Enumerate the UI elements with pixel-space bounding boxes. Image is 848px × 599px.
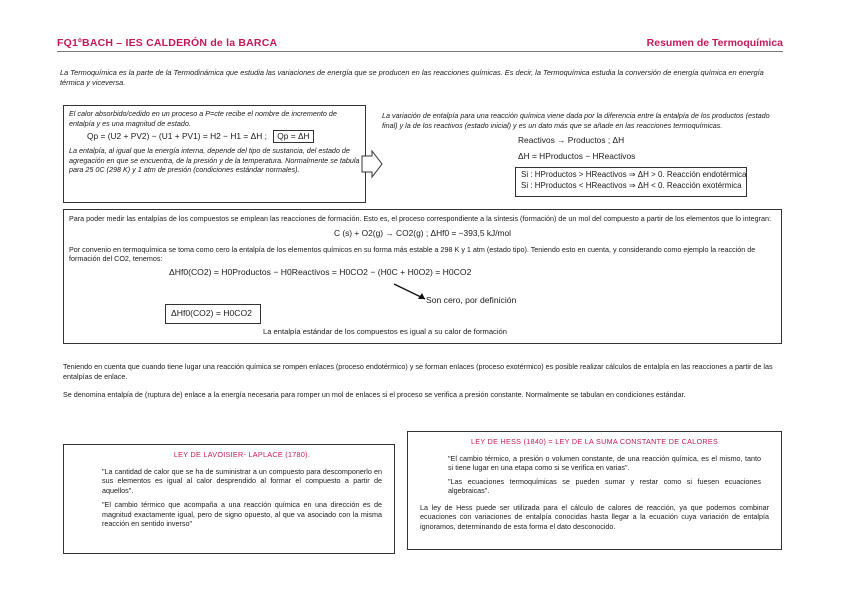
hess-application-text: La ley de Hess puede ser utilizada para el cálculo de calores de reacción, ya que podemos combinar ecuaciones con variaciones de entalpía conocidas hasta llegar a la ecuación cuya variación de entalpía ignoramos, determinando de esta forma el dato desconocido. [420, 502, 769, 531]
lavoisier-quote-1: "La cantidad de calor que se ha de suministrar a un compuesto para descomponerlo en sus elementos es igual al calor desprendido al formar el compuesto a partir de aquellos". [102, 466, 382, 495]
lavoisier-title: LEY DE LAVOISIER- LAPLACE (1780). [173, 450, 311, 459]
exothermic-condition: Si : HProductos < HReactivos ⇒ ΔH < 0. Reacción exotérmica [521, 180, 742, 190]
pointer-arrow-icon [392, 282, 432, 304]
formation-intro-text: Para poder medir las entalpías de los compuestos se emplean las reacciones de formación. Esto es, el proceso correspondiente a la síntesis (formación) de un mol del compuesto a partir de los elementos que lo integran: [69, 214, 771, 223]
enthalpy-equation-main: Qp = (U2 + PV2) − (U1 + PV1) = H2 − H1 = ΔH ; [87, 131, 267, 141]
formation-conclusion: La entalpía estándar de los compuestos es igual a su calor de formación [263, 327, 507, 336]
right-arrow-icon [360, 150, 384, 180]
enthalpy-definition-box [63, 105, 366, 203]
page-header [57, 34, 783, 52]
header-topic-title: Resumen de Termoquímica [646, 37, 783, 49]
enthalpy-dependency-text: La entalpía, al igual que la energía interna, depende del tipo de sustancia, del estado de agregación en que se encuentra, de la presión y de la temperatura. Normalmente se tabula para 25 0C (298 K) y 1 atm de presión (condiciones estándar normales). [69, 146, 360, 175]
delta-h-equation: ΔH = HProductos − HReactivos [518, 151, 636, 161]
hess-quote-2: "Las ecuaciones termoquímicas se pueden sumar y restar como si fuesen ecuaciones algebraicas". [448, 476, 761, 495]
formation-result-box: ΔHf0(CO2) = H0CO2 [165, 304, 261, 324]
co2-enthalpy-equation: ΔHf0(CO2) = H0Productos − H0Reactivos = H0CO2 − (H0C + H0O2) = H0CO2 [169, 266, 472, 277]
zero-by-definition-note: Son cero, por definición [426, 295, 517, 305]
bond-enthalpy-paragraph: Teniendo en cuenta que cuando tiene lugar una reacción química se rompen enlaces (proceso endotérmico) y se forman enlaces (proceso exotérmico) es posible realizar cálculos de entalpía en las reacciones a partir de las entalpías de enlace. [63, 362, 773, 381]
hess-law-box [407, 431, 782, 550]
hess-title: LEY DE HESS (1840) = LEY DE LA SUMA CONSTANTE DE CALORES [470, 437, 719, 446]
enthalpy-variation-text: La variación de entalpía para una reacción química viene dada por la diferencia entre la entalpía de los productos (estado final) y la de los reactivos (estado inicial) y es un dato más que se añade en las reacciones termoquímicas. [382, 111, 770, 130]
lavoisier-quote-2: "El cambio térmico que acompaña a una reacción química en una dirección es de magnitud exactamente igual, pero de signo opuesto, al que va asociado con la misma reacción en sentido inverso" [102, 500, 382, 528]
intro-paragraph: La Termoquímica es la parte de la Termodinámica que estudia las variaciones de energía que se producen en las reacciones químicas. Es decir, la Termoquímica estudia la conversión de energía química en energía térmica y viceversa. [60, 68, 764, 87]
hess-quote-1: "El cambio térmico, a presión o volumen constante, de una reacción química, es el mismo, tanto si tiene lugar en una etapa como si se verifica en varias". [448, 453, 761, 472]
enthalpy-definition-text: El calor absorbido/cedido en un proceso a P=cte recibe el nombre de incremento de entalpía y es una magnitud de estado. [69, 109, 337, 128]
reaction-type-box [515, 167, 747, 197]
header-course-title: FQ1ºBACH – IES CALDERÓN de la BARCA [57, 37, 278, 49]
lavoisier-laplace-box [63, 444, 395, 554]
endothermic-condition: Si : HProductos > HReactivos ⇒ ΔH > 0. Reacción endotérmica [521, 170, 747, 179]
standard-state-text: Por convenio en termoquímica se toma como cero la entalpía de los elementos químicos en su forma más estable a 298 K y 1 atm (estado tipo). Teniendo esto en cuenta, y considerando como ejemplo la reacción de formación del CO2, tenemos: [69, 244, 756, 264]
co2-formation-equation: C (s) + O2(g) → CO2(g) ; ΔHf0 = −393,5 kJ/mol [333, 227, 512, 238]
enthalpy-equation [87, 130, 360, 143]
reaction-equation: Reactivos → Productos ; ΔH [518, 135, 625, 145]
enthalpy-equation-boxed: Qp = ΔH [273, 130, 313, 143]
bond-definition-paragraph: Se denomina entalpía de (ruptura de) enlace a la energía necesaria para romper un mol de enlaces si el proceso se verifica a presión constante. Normalmente se tabulan en condiciones estándar. [63, 390, 686, 399]
